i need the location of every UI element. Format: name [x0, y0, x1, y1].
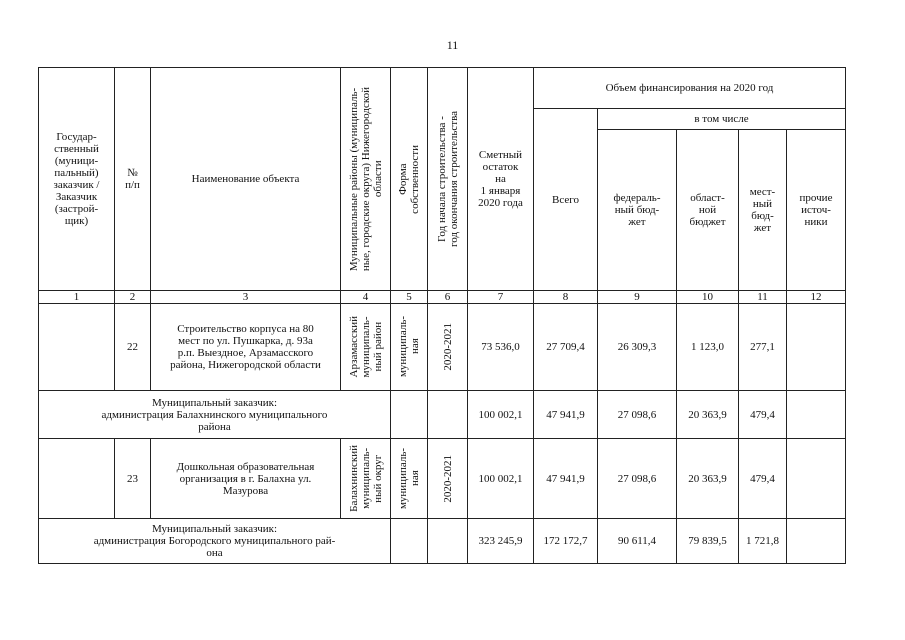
table-row — [39, 304, 846, 391]
header-years: Год начала строительства - год окончания строительства — [428, 68, 468, 291]
row-regional: 79 839,5 — [677, 519, 739, 564]
row-ownership: муниципаль- ная — [391, 304, 428, 391]
financing-table — [38, 67, 846, 564]
customer-label: Муниципальный заказчик: администрация Балахнинского муниципального района — [39, 391, 391, 439]
col-number: 8 — [534, 291, 598, 304]
row-federal: 27 098,6 — [598, 391, 677, 439]
row-federal: 90 611,4 — [598, 519, 677, 564]
row-customer-cell — [39, 439, 115, 519]
row-local: 1 721,8 — [739, 519, 787, 564]
row-total: 47 941,9 — [534, 391, 598, 439]
col-number: 2 — [115, 291, 151, 304]
header-regional: област- ной бюджет — [677, 130, 739, 291]
header-ownership: Форма собственности — [391, 68, 428, 291]
row-other — [787, 304, 846, 391]
row-local: 277,1 — [739, 304, 787, 391]
row-total: 172 172,7 — [534, 519, 598, 564]
row-object-name: Строительство корпуса на 80 мест по ул. Пушкарка, д. 93а р.п. Выездное, Арзамасского района, Нижегородской области — [151, 304, 341, 391]
row-estimate: 323 245,9 — [468, 519, 534, 564]
row-years — [428, 391, 468, 439]
header-including: в том числе — [598, 109, 846, 130]
header-customer: Государ- ственный (муници- пальный) заказчик / Заказчик (застрой- щик) — [39, 68, 115, 291]
row-estimate: 100 002,1 — [468, 391, 534, 439]
col-number: 12 — [787, 291, 846, 304]
row-other — [787, 519, 846, 564]
row-number: 23 — [115, 439, 151, 519]
row-years: 2020-2021 — [428, 439, 468, 519]
customer-label: Муниципальный заказчик: администрация Богородского муниципального рай- она — [39, 519, 391, 564]
header-local: мест- ный бюд- жет — [739, 130, 787, 291]
table-row — [39, 439, 846, 519]
customer-row — [39, 519, 846, 564]
row-regional: 1 123,0 — [677, 304, 739, 391]
col-number: 1 — [39, 291, 115, 304]
row-other — [787, 439, 846, 519]
row-district: Балахнинский муниципаль- ный округ — [341, 439, 391, 519]
row-number: 22 — [115, 304, 151, 391]
col-number: 5 — [391, 291, 428, 304]
row-total: 27 709,4 — [534, 304, 598, 391]
row-other — [787, 391, 846, 439]
col-number: 7 — [468, 291, 534, 304]
header-estimate: Сметный остаток на 1 января 2020 года — [468, 68, 534, 291]
col-number: 3 — [151, 291, 341, 304]
col-number: 9 — [598, 291, 677, 304]
row-ownership — [391, 519, 428, 564]
row-ownership — [391, 391, 428, 439]
row-federal: 26 309,3 — [598, 304, 677, 391]
row-customer-cell — [39, 304, 115, 391]
customer-row — [39, 391, 846, 439]
col-number: 6 — [428, 291, 468, 304]
row-object-name: Дошкольная образовательная организация в г. Балахна ул. Мазурова — [151, 439, 341, 519]
row-local: 479,4 — [739, 391, 787, 439]
row-years — [428, 519, 468, 564]
row-years: 2020-2021 — [428, 304, 468, 391]
row-district: Арзамасский муниципаль- ный район — [341, 304, 391, 391]
row-ownership: муниципаль- ная — [391, 439, 428, 519]
row-federal: 27 098,6 — [598, 439, 677, 519]
header-financing: Объем финансирования на 2020 год — [534, 68, 846, 109]
header-other: прочие источ- ники — [787, 130, 846, 291]
header-federal: федераль- ный бюд- жет — [598, 130, 677, 291]
header-districts: Муниципальные районы (муниципаль- ные, городские округа) Нижегородской области — [341, 68, 391, 291]
col-number: 4 — [341, 291, 391, 304]
header-number: № п/п — [115, 68, 151, 291]
row-estimate: 73 536,0 — [468, 304, 534, 391]
header-total: Всего — [534, 109, 598, 291]
row-estimate: 100 002,1 — [468, 439, 534, 519]
page-number: 11 — [446, 38, 459, 52]
col-number: 10 — [677, 291, 739, 304]
row-regional: 20 363,9 — [677, 391, 739, 439]
column-numbers-row — [39, 291, 846, 304]
header-object-name: Наименование объекта — [151, 68, 341, 291]
row-regional: 20 363,9 — [677, 439, 739, 519]
col-number: 11 — [739, 291, 787, 304]
row-total: 47 941,9 — [534, 439, 598, 519]
row-local: 479,4 — [739, 439, 787, 519]
